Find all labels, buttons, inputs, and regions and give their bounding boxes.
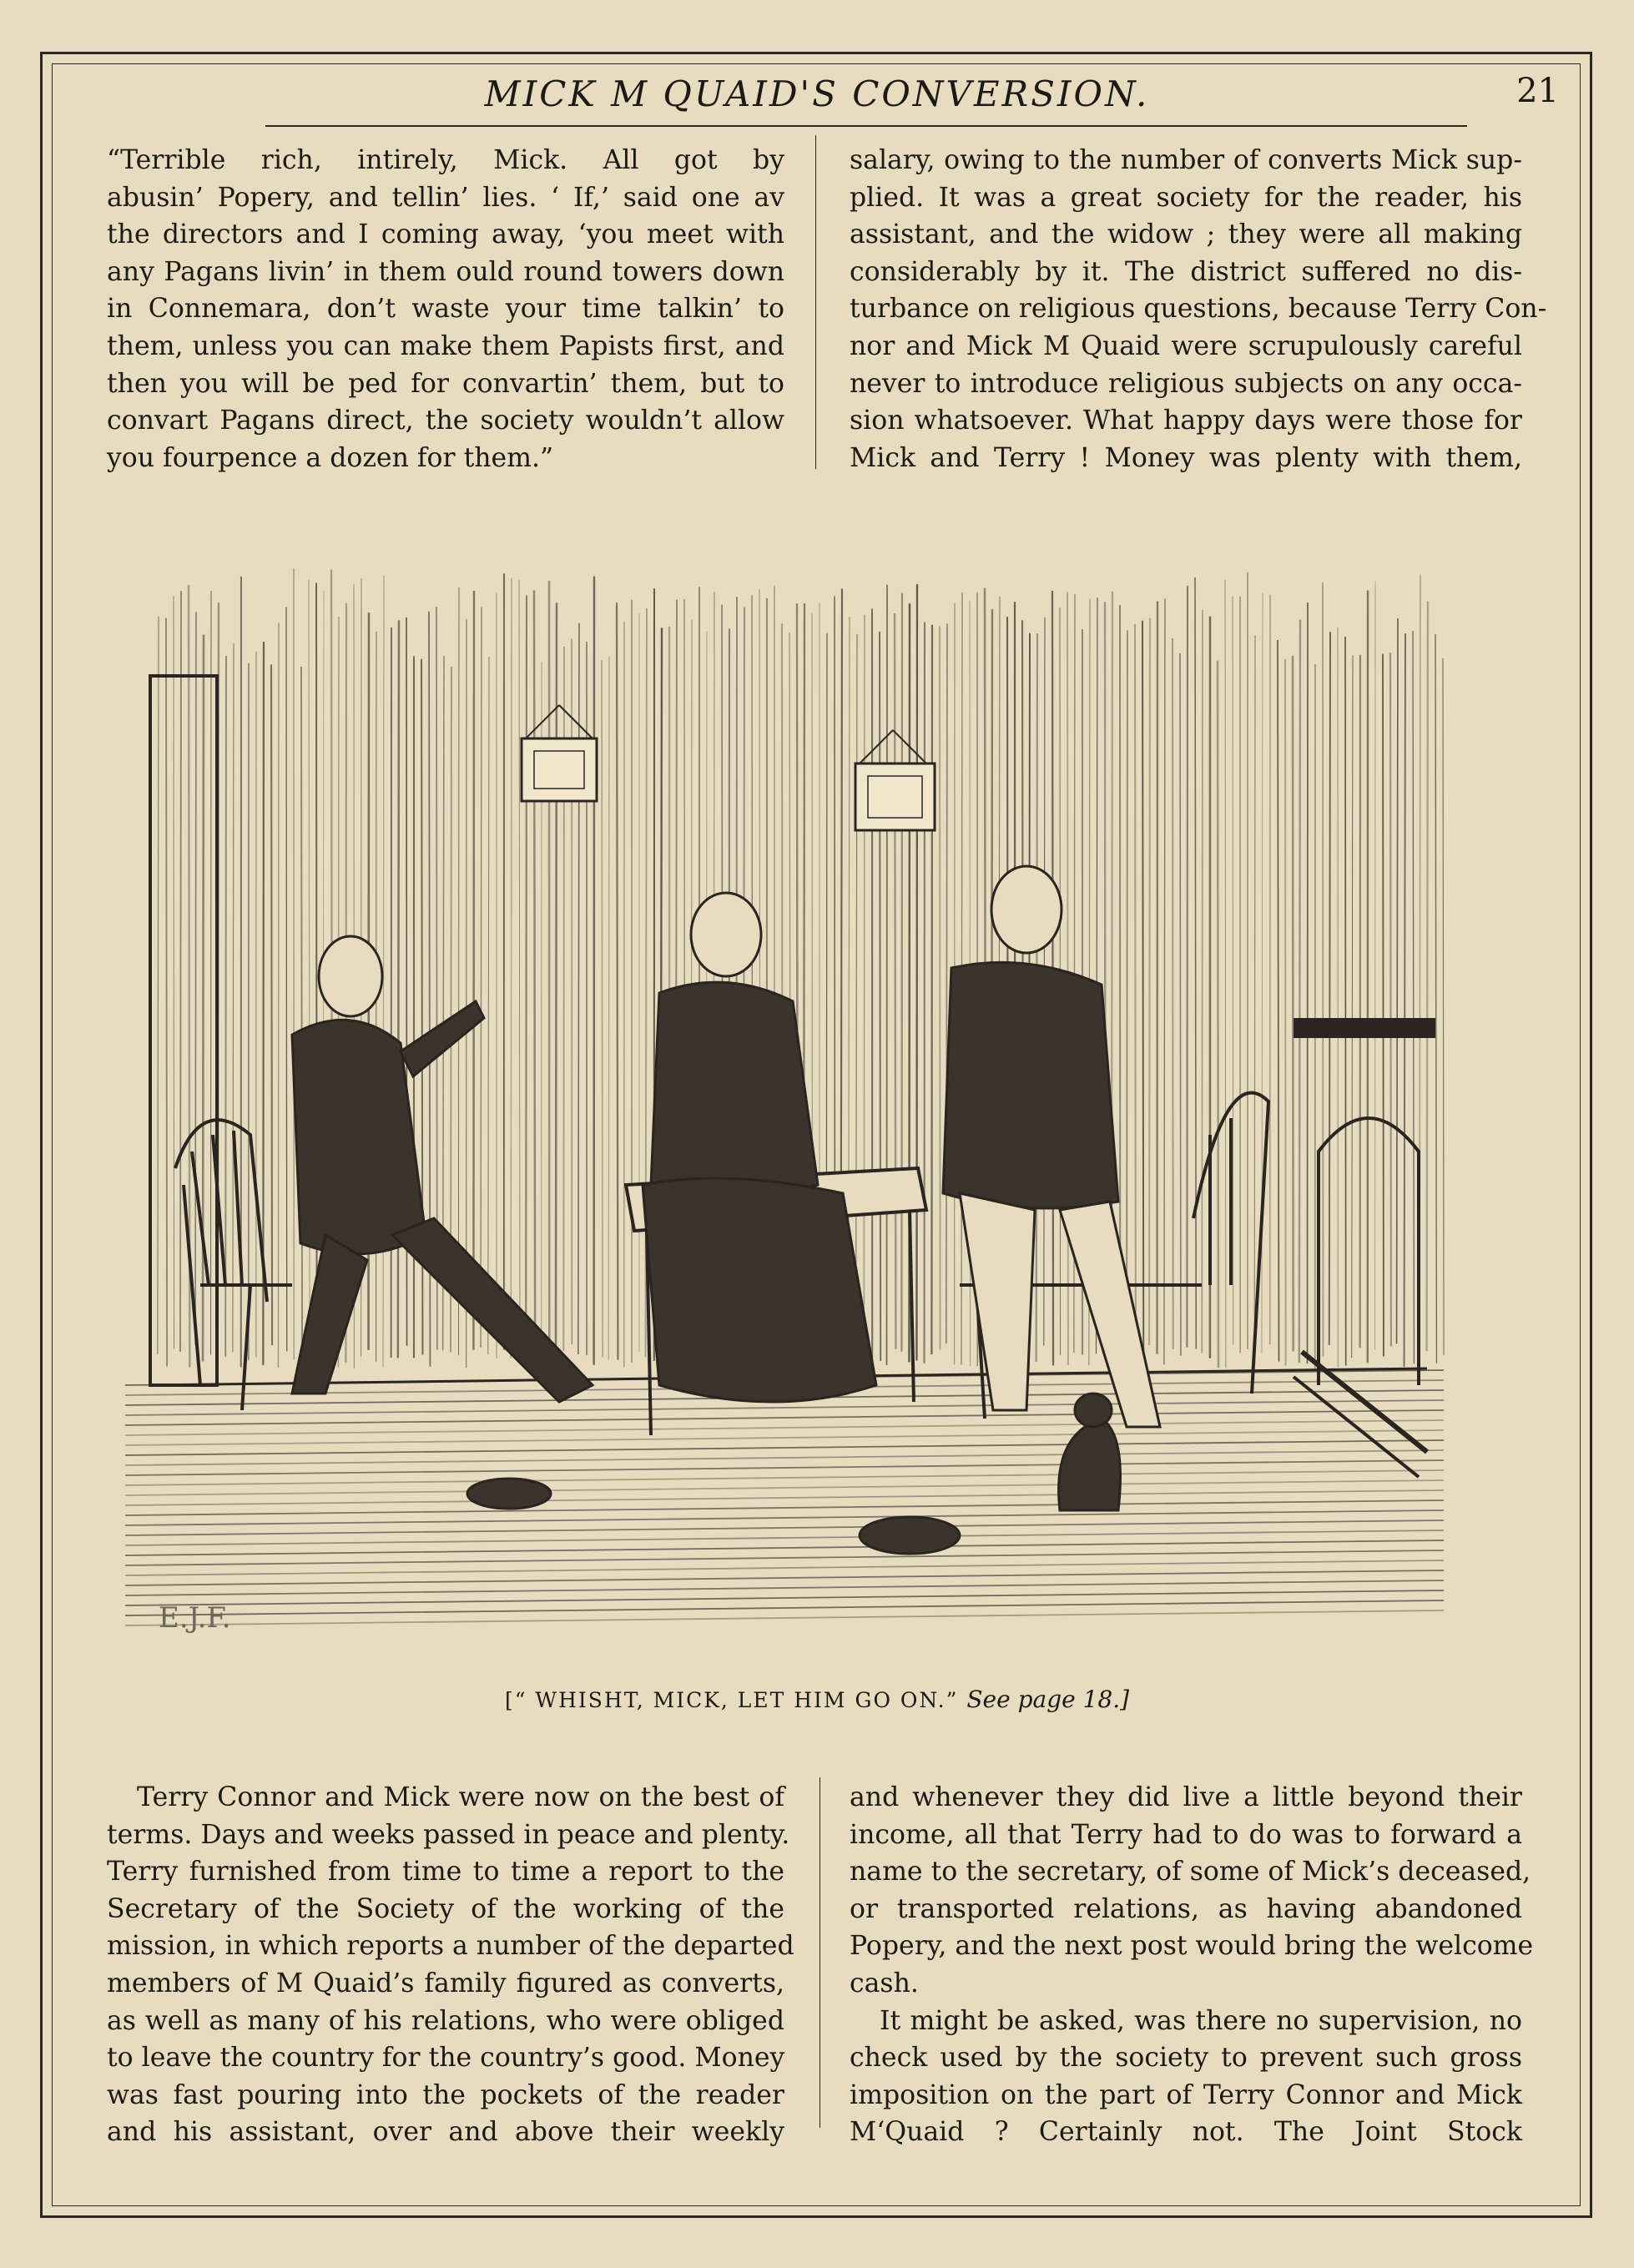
header-rule [265, 125, 1467, 127]
text-line: terms. Days and weeks passed in peace and plenty. [107, 1819, 790, 1850]
text-line: Secretary of the Society of the working of the [107, 1893, 784, 1924]
text-line: It might be asked, was there no supervision, no [880, 2005, 1522, 2036]
text-line: and whenever they did live a little beyond their [850, 1782, 1522, 1812]
engraving-illustration [125, 551, 1469, 1661]
column-divider-top [815, 135, 816, 469]
text-line: was fast pouring into the pockets of the reader [107, 2079, 784, 2110]
text-line: considerably by it. The district suffered no dis- [850, 256, 1522, 287]
floor-hatching [125, 1370, 1444, 1625]
text-line: imposition on the part of Terry Connor and Mick [850, 2079, 1522, 2110]
text-line: Terry Connor and Mick were now on the best of [137, 1782, 784, 1812]
text-line: “Terrible rich, intirely, Mick. All got by [107, 145, 784, 175]
text-line: assistant, and the widow ; they were all making [850, 219, 1522, 250]
text-line: abusin’ Popery, and tellin’ lies. ‘ If,’ said one av [107, 182, 784, 213]
text-line: sion whatsoever. What happy days were those for [850, 406, 1522, 436]
picture-frame-left [522, 705, 597, 801]
text-line: nor and Mick M Quaid were scrupulously careful [850, 330, 1522, 361]
text-line: check used by the society to prevent such gross [850, 2043, 1522, 2074]
text-column-bottom-right [850, 1779, 1534, 2151]
text-line: any Pagans livin’ in them ould round towers down [107, 256, 784, 287]
text-line: in Connemara, don’t waste your time talkin’ to [107, 294, 784, 325]
caption-quote: [“ WHISHT, MICK, LET HIM GO ON.” [504, 1688, 959, 1712]
text-column-top-right [850, 142, 1547, 476]
text-line: cash. [850, 1968, 919, 1998]
text-line: then you will be ped for convartin’ them, but to [107, 368, 784, 399]
caption-reference: See page 18.] [966, 1686, 1130, 1713]
text-line: mission, in which reports a number of the departed [107, 1931, 794, 1962]
running-title: MICK M QUAID'S CONVERSION. [484, 73, 1150, 114]
text-column-top-left [107, 142, 784, 476]
text-line: the directors and I coming away, ‘you meet with [107, 219, 784, 250]
text-line: salary, owing to the number of converts Mick sup- [850, 145, 1522, 175]
text-line: Mick and Terry ! Money was plenty with them, [850, 442, 1522, 473]
text-line: never to introduce religious subjects on any occa- [850, 368, 1522, 399]
text-line: name to the secretary, of some of Mick’s deceased, [850, 1857, 1531, 1887]
wooden-chair-left [175, 1120, 292, 1410]
text-column-bottom-left [107, 1779, 794, 2151]
engraver-signature: E.J.F. [159, 1601, 231, 1635]
text-line: to leave the country for the country’s good. Money [107, 2043, 785, 2074]
page-number: 21 [1516, 72, 1559, 110]
cat-figure [1059, 1394, 1121, 1510]
cap-on-floor [860, 1517, 960, 1554]
text-line: income, all that Terry had to do was to forward a [850, 1819, 1522, 1850]
text-line: turbance on religious questions, because Terry Con- [850, 294, 1547, 325]
illustration-caption [0, 1686, 1634, 1713]
text-line: convart Pagans direct, the society wouldn’t allow [107, 406, 784, 436]
text-line: you fourpence a dozen for them.” [107, 442, 554, 473]
text-line: members of M Quaid’s family figured as converts, [107, 1968, 784, 1998]
text-line: them, unless you can make them Papists first, and [107, 330, 784, 361]
text-line: M‘Quaid ? Certainly not. The Joint Stock [850, 2117, 1522, 2148]
text-line: and his assistant, over and above their weekly [107, 2117, 784, 2148]
text-line: Terry furnished from time to time a report to the [107, 1857, 784, 1887]
text-line: plied. It was a great society for the reader, his [850, 182, 1522, 213]
hat-on-floor [467, 1479, 551, 1509]
text-line: Popery, and the next post would bring the welcome [850, 1931, 1534, 1962]
text-line: or transported relations, as having abandoned [850, 1893, 1522, 1924]
text-line: as well as many of his relations, who were obliged [107, 2005, 784, 2036]
